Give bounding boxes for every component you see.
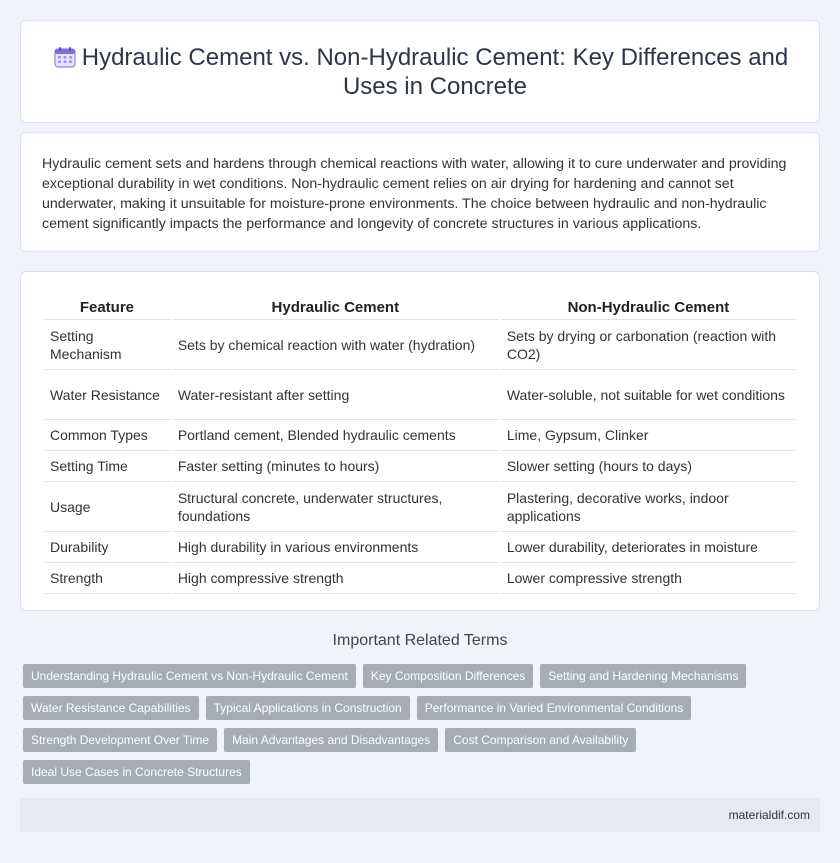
column-header-hydraulic: Hydraulic Cement [172,294,499,320]
table-cell-feature: Common Types [44,420,170,451]
table-cell-hydraulic: Structural concrete, underwater structures, foundations [172,482,499,532]
column-header-non-hydraulic: Non-Hydraulic Cement [501,294,796,320]
table-cell-non-hydraulic: Lower compressive strength [501,563,796,594]
related-term-tag[interactable]: Performance in Varied Environmental Conditions [417,696,692,720]
related-term-tag[interactable]: Setting and Hardening Mechanisms [540,664,746,688]
table-cell-hydraulic: Sets by chemical reaction with water (hydration) [172,320,499,370]
related-term-tag[interactable]: Water Resistance Capabilities [23,696,199,720]
table-row [44,482,796,532]
table-cell-feature: Strength [44,563,170,594]
table-cell-non-hydraulic: Lime, Gypsum, Clinker [501,420,796,451]
table-cell-non-hydraulic: Sets by drying or carbonation (reaction with CO2) [501,320,796,370]
intro-card [20,132,820,252]
table-row [44,370,796,420]
page-title: Hydraulic Cement vs. Non-Hydraulic Cement: Key Differences and Uses in Concrete [81,44,789,100]
footer-site-link[interactable]: materialdif.com [728,808,810,822]
table-row [44,420,796,451]
table-cell-hydraulic: High compressive strength [172,563,499,594]
table-cell-non-hydraulic: Slower setting (hours to days) [501,451,796,482]
table-cell-hydraulic: Portland cement, Blended hydraulic cements [172,420,499,451]
title-card [20,20,820,123]
column-header-feature: Feature [44,294,170,320]
table-cell-feature: Setting Time [44,451,170,482]
table-cell-feature: Usage [44,482,170,532]
related-term-tag[interactable]: Key Composition Differences [363,664,534,688]
table-cell-hydraulic: Faster setting (minutes to hours) [172,451,499,482]
related-term-tag[interactable]: Cost Comparison and Availability [445,728,636,752]
related-terms-list [23,664,803,784]
related-term-tag[interactable]: Typical Applications in Construction [206,696,410,720]
related-term-tag[interactable]: Understanding Hydraulic Cement vs Non-Hydraulic Cement [23,664,356,688]
comparison-card [20,271,820,611]
footer-bar [20,798,820,832]
table-cell-feature: Water Resistance [44,370,170,420]
intro-paragraph: Hydraulic cement sets and hardens through chemical reactions with water, allowing it to cure underwater and providing exceptional durability in wet conditions. Non-hydraulic cement relies on air drying for hardening and cannot set underwater, making it unsuitable for moisture-prone environments. The choice between hydraulic and non-hydraulic cement significantly impacts the performance and longevity of concrete structures in various applications. [42,156,787,232]
table-row [44,320,796,370]
comparison-table [42,294,798,594]
table-row [44,451,796,482]
table-header-row [44,294,796,320]
table-cell-hydraulic: Water-resistant after setting [172,370,499,420]
table-cell-feature: Setting Mechanism [44,320,170,370]
table-row [44,532,796,563]
table-cell-non-hydraulic: Lower durability, deteriorates in moisture [501,532,796,563]
related-term-tag[interactable]: Main Advantages and Disadvantages [224,728,438,752]
table-cell-non-hydraulic: Plastering, decorative works, indoor applications [501,482,796,532]
related-terms-heading: Important Related Terms [332,632,508,649]
related-term-tag[interactable]: Strength Development Over Time [23,728,217,752]
table-cell-feature: Durability [44,532,170,563]
table-row [44,563,796,594]
table-cell-hydraulic: High durability in various environments [172,532,499,563]
related-term-tag[interactable]: Ideal Use Cases in Concrete Structures [23,760,250,784]
table-cell-non-hydraulic: Water-soluble, not suitable for wet conditions [501,370,796,420]
